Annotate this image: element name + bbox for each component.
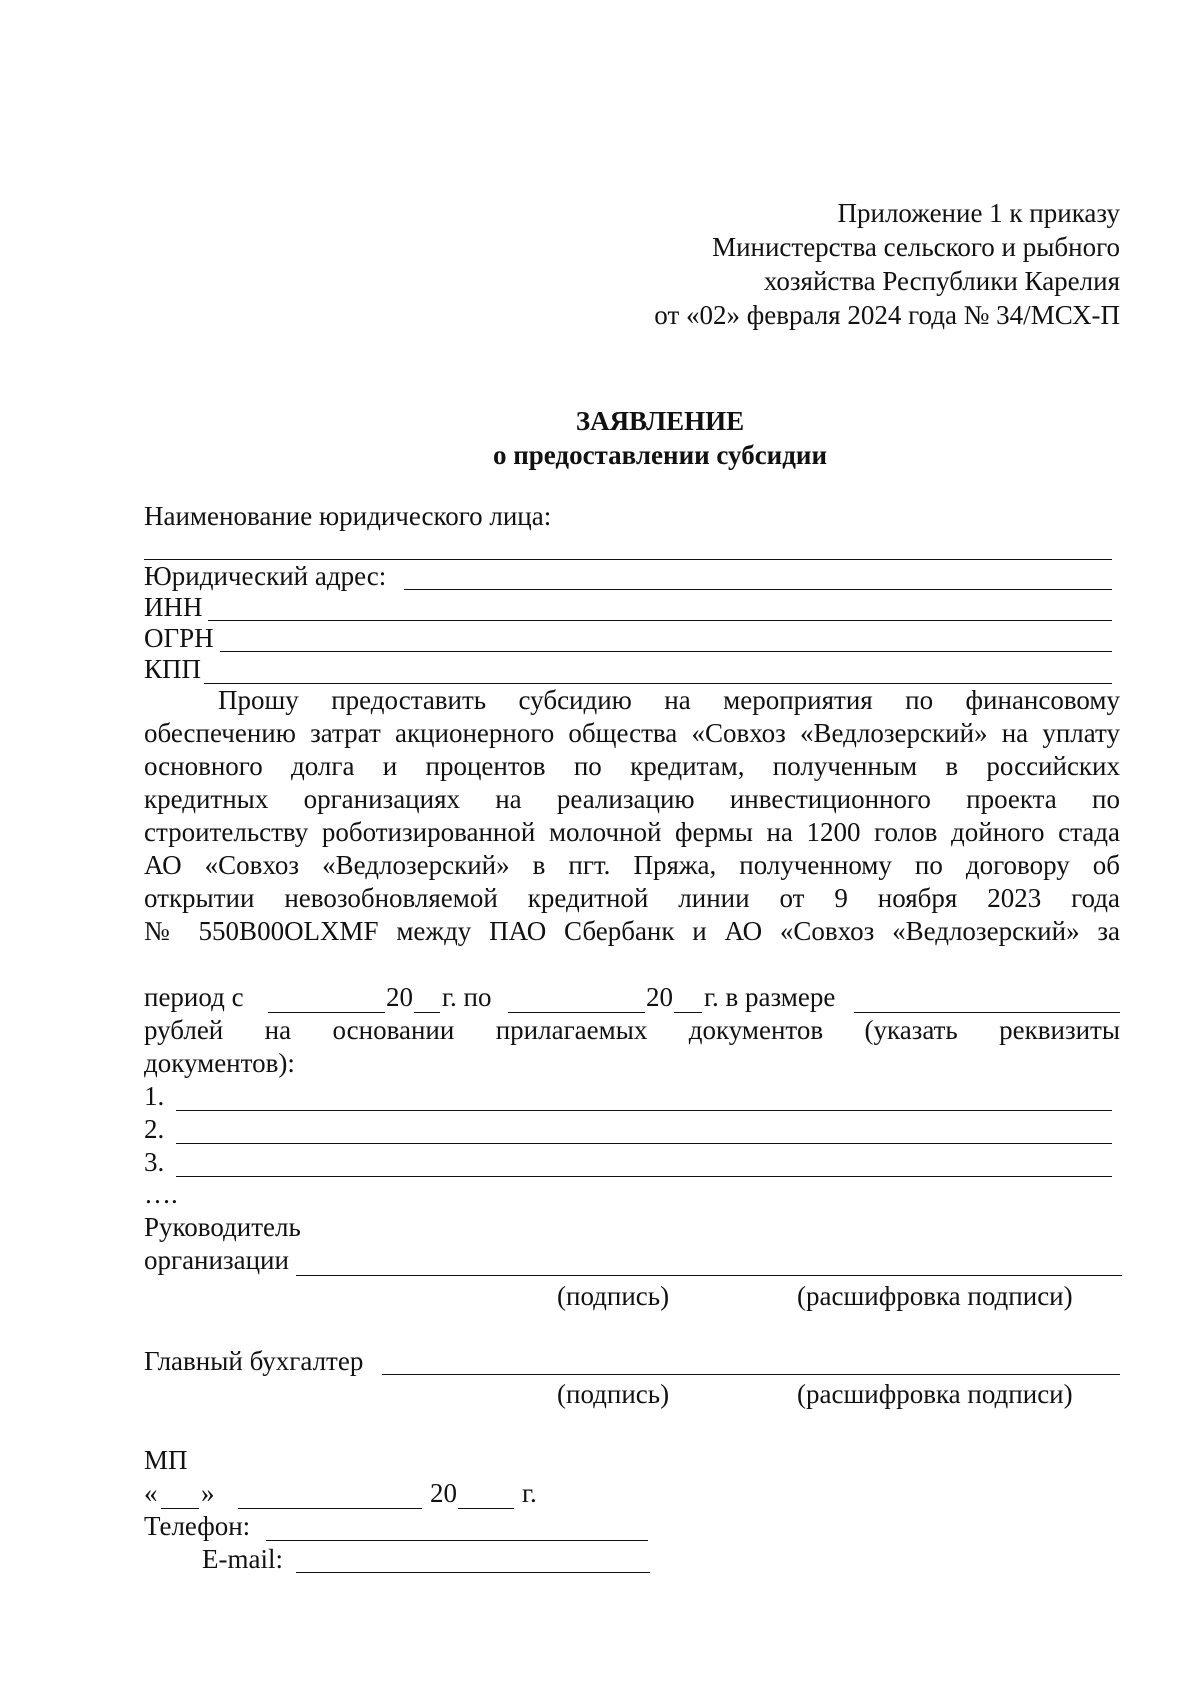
- date-month-field[interactable]: [238, 1508, 422, 1509]
- header-line-4: от «02» февраля 2024 года № 34/МСХ-П: [654, 300, 1120, 330]
- header-line-1: Приложение 1 к приказу: [837, 198, 1120, 228]
- date-year-field[interactable]: [458, 1508, 514, 1509]
- accountant-label: Главный бухгалтер: [144, 1346, 364, 1376]
- date-year-suffix: г.: [522, 1478, 537, 1508]
- header-line-2: Министерства сельского и рыбного: [712, 232, 1120, 262]
- period-by-text: г. по: [442, 982, 492, 1012]
- document-item-1-label: 1.: [144, 1081, 165, 1111]
- stamp-label: МП: [144, 1445, 188, 1475]
- date-day-field[interactable]: [161, 1508, 199, 1509]
- body-line-5: строительству роботизированной молочной фермы на 1200 голов дойного стада: [144, 817, 1120, 847]
- body-line-4: кредитных организациях на реализацию инвестиционного проекта по: [144, 784, 1120, 814]
- amount-field[interactable]: [854, 1012, 1120, 1013]
- documents-ellipsis: ….: [144, 1179, 178, 1209]
- rubles-line: рублей на основании прилагаемых документов (указать реквизиты: [144, 1015, 1120, 1045]
- body-line-1: Прошу предоставить субсидию на мероприятия по финансовому: [218, 685, 1120, 715]
- date-close-quote: »: [201, 1478, 215, 1508]
- period-start-year-field[interactable]: [414, 1012, 440, 1013]
- period-start-year-prefix: 20: [386, 982, 413, 1012]
- body-line-2: обеспечению затрат акционерного общества «Совхоз «Ведлозерский» на уплату: [144, 718, 1120, 748]
- date-open-quote: «: [144, 1478, 158, 1508]
- ogrn-field[interactable]: [220, 651, 1112, 652]
- inn-label: ИНН: [144, 592, 203, 622]
- document-item-2-label: 2.: [144, 1114, 165, 1144]
- phone-label: Телефон:: [144, 1511, 251, 1541]
- period-end-date-field[interactable]: [508, 1012, 645, 1013]
- document-item-1-field[interactable]: [176, 1110, 1112, 1111]
- head-decoding-caption: (расшифровка подписи): [797, 1281, 1073, 1311]
- amount-text: г. в размере: [704, 982, 836, 1012]
- head-label-line-2: организации: [144, 1245, 289, 1275]
- body-line-3: основного долга и процентов по кредитам, полученным в российских: [144, 751, 1120, 781]
- ogrn-label: ОГРН: [144, 623, 214, 653]
- accountant-signature-field[interactable]: [382, 1374, 1120, 1375]
- body-line-6: АО «Совхоз «Ведлозерский» в пгт. Пряжа, полученному по договору об: [144, 850, 1120, 880]
- date-year-prefix: 20: [430, 1478, 457, 1508]
- head-signature-field[interactable]: [296, 1275, 1122, 1276]
- document-subtitle: о предоставлении субсидии: [492, 440, 828, 470]
- legal-address-label: Юридический адрес:: [144, 561, 387, 591]
- legal-name-label: Наименование юридического лица:: [144, 501, 552, 531]
- head-signature-caption: (подпись): [557, 1281, 670, 1311]
- accountant-decoding-caption: (расшифровка подписи): [797, 1379, 1073, 1409]
- inn-field[interactable]: [208, 620, 1112, 621]
- document-item-2-field[interactable]: [176, 1143, 1112, 1144]
- period-end-year-field[interactable]: [674, 1012, 702, 1013]
- legal-address-field[interactable]: [404, 589, 1112, 590]
- accountant-signature-caption: (подпись): [557, 1379, 670, 1409]
- period-prefix: период с: [144, 982, 244, 1012]
- body-line-7: открытии невозобновляемой кредитной линии от 9 ноября 2023 года: [144, 883, 1120, 913]
- head-label-line-1: Руководитель: [144, 1212, 301, 1242]
- kpp-label: КПП: [144, 654, 202, 684]
- document-item-3-field[interactable]: [176, 1176, 1112, 1177]
- documents-line: документов):: [144, 1048, 295, 1078]
- body-line-8: № 550B00OLXMF между ПАО Сбербанк и АО «Совхоз «Ведлозерский» за: [144, 916, 1120, 946]
- period-start-date-field[interactable]: [268, 1012, 385, 1013]
- period-end-year-prefix: 20: [646, 982, 673, 1012]
- email-field[interactable]: [296, 1572, 650, 1573]
- header-line-3: хозяйства Республики Карелия: [763, 266, 1120, 296]
- document-title: ЗАЯВЛЕНИЕ: [575, 406, 745, 436]
- document-item-3-label: 3.: [144, 1147, 165, 1177]
- email-label: E-mail:: [202, 1544, 283, 1574]
- phone-field[interactable]: [266, 1540, 648, 1541]
